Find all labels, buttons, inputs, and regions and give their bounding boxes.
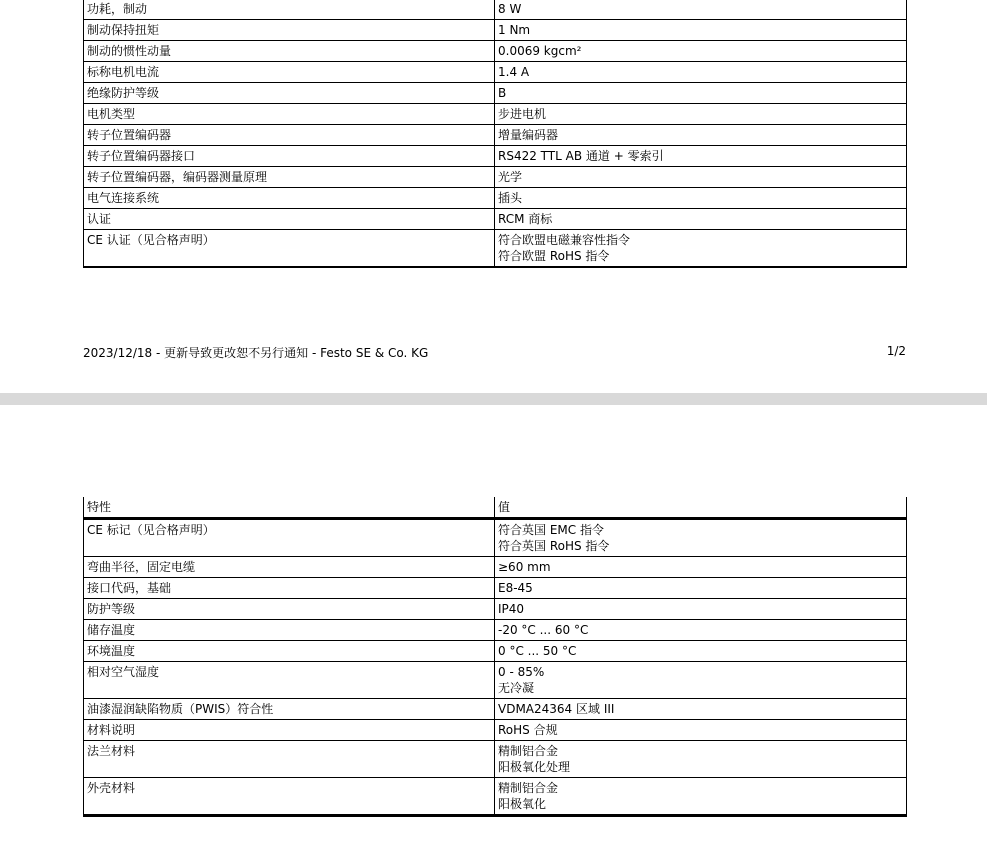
property-value: B bbox=[495, 83, 907, 104]
table-row bbox=[84, 578, 907, 599]
table-row bbox=[84, 741, 907, 778]
property-value: 增量编码器 bbox=[495, 125, 907, 146]
table-row bbox=[84, 125, 907, 146]
property-value: 符合欧盟电磁兼容性指令 符合欧盟 RoHS 指令 bbox=[495, 230, 907, 268]
spec-table-page-2 bbox=[83, 497, 907, 817]
property-value: VDMA24364 区域 III bbox=[495, 699, 907, 720]
page-2 bbox=[0, 405, 987, 845]
property-value: RCM 商标 bbox=[495, 209, 907, 230]
table-row bbox=[84, 778, 907, 816]
table-row bbox=[84, 20, 907, 41]
table-row bbox=[84, 146, 907, 167]
property-name: 法兰材料 bbox=[84, 741, 495, 778]
property-name: 电机类型 bbox=[84, 104, 495, 125]
table-row bbox=[84, 620, 907, 641]
table-header-row bbox=[84, 497, 907, 519]
table-row bbox=[84, 104, 907, 125]
table-row bbox=[84, 41, 907, 62]
property-value: 0 °C ... 50 °C bbox=[495, 641, 907, 662]
column-header-feature: 特性 bbox=[84, 497, 495, 519]
table-row bbox=[84, 699, 907, 720]
table-row bbox=[84, 720, 907, 741]
table-row bbox=[84, 83, 907, 104]
table-row bbox=[84, 519, 907, 557]
property-name: 储存温度 bbox=[84, 620, 495, 641]
footer-date-notice: 2023/12/18 - 更新导致更改恕不另行通知 - Festo SE & Co. KG bbox=[83, 346, 429, 360]
property-name: 材料说明 bbox=[84, 720, 495, 741]
property-value: 步进电机 bbox=[495, 104, 907, 125]
property-name: CE 标记（见合格声明） bbox=[84, 519, 495, 557]
spec-table-page-1 bbox=[83, 0, 907, 268]
table-row bbox=[84, 0, 907, 20]
property-value: 1.4 A bbox=[495, 62, 907, 83]
property-value: 精制铝合金 阳极氧化处理 bbox=[495, 741, 907, 778]
property-value: IP40 bbox=[495, 599, 907, 620]
property-value: ≥60 mm bbox=[495, 557, 907, 578]
property-value: 0 - 85% 无冷凝 bbox=[495, 662, 907, 699]
property-value: 符合英国 EMC 指令 符合英国 RoHS 指令 bbox=[495, 519, 907, 557]
property-name: 转子位置编码器 bbox=[84, 125, 495, 146]
property-name: 防护等级 bbox=[84, 599, 495, 620]
property-name: 环境温度 bbox=[84, 641, 495, 662]
table-row bbox=[84, 641, 907, 662]
table-row bbox=[84, 209, 907, 230]
property-value: 1 Nm bbox=[495, 20, 907, 41]
property-name: 油漆湿润缺陷物质（PWIS）符合性 bbox=[84, 699, 495, 720]
property-value: 插头 bbox=[495, 188, 907, 209]
property-value: E8-45 bbox=[495, 578, 907, 599]
property-name: 制动保持扭矩 bbox=[84, 20, 495, 41]
property-name: 转子位置编码器，编码器测量原理 bbox=[84, 167, 495, 188]
page-number: 1/2 bbox=[886, 344, 906, 358]
property-name: 接口代码，基础 bbox=[84, 578, 495, 599]
property-value: 光学 bbox=[495, 167, 907, 188]
property-name: CE 认证（见合格声明） bbox=[84, 230, 495, 268]
property-value: 0.0069 kgcm² bbox=[495, 41, 907, 62]
column-header-value: 值 bbox=[495, 497, 907, 519]
property-name: 绝缘防护等级 bbox=[84, 83, 495, 104]
page-separator bbox=[0, 393, 987, 405]
property-name: 外壳材料 bbox=[84, 778, 495, 816]
property-value: RoHS 合规 bbox=[495, 720, 907, 741]
page-1 bbox=[0, 0, 987, 393]
property-name: 相对空气湿度 bbox=[84, 662, 495, 699]
property-name: 标称电机电流 bbox=[84, 62, 495, 83]
property-name: 弯曲半径，固定电缆 bbox=[84, 557, 495, 578]
table-row bbox=[84, 557, 907, 578]
property-name: 转子位置编码器接口 bbox=[84, 146, 495, 167]
property-value: 精制铝合金 阳极氧化 bbox=[495, 778, 907, 816]
table-row bbox=[84, 167, 907, 188]
property-value: 8 W bbox=[495, 0, 907, 20]
table-row bbox=[84, 662, 907, 699]
table-row bbox=[84, 62, 907, 83]
property-name: 电气连接系统 bbox=[84, 188, 495, 209]
table-row bbox=[84, 599, 907, 620]
property-value: RS422 TTL AB 通道 + 零索引 bbox=[495, 146, 907, 167]
property-name: 认证 bbox=[84, 209, 495, 230]
property-name: 制动的惯性动量 bbox=[84, 41, 495, 62]
property-name: 功耗，制动 bbox=[84, 0, 495, 20]
property-value: -20 °C ... 60 °C bbox=[495, 620, 907, 641]
table-row bbox=[84, 230, 907, 268]
table-row bbox=[84, 188, 907, 209]
